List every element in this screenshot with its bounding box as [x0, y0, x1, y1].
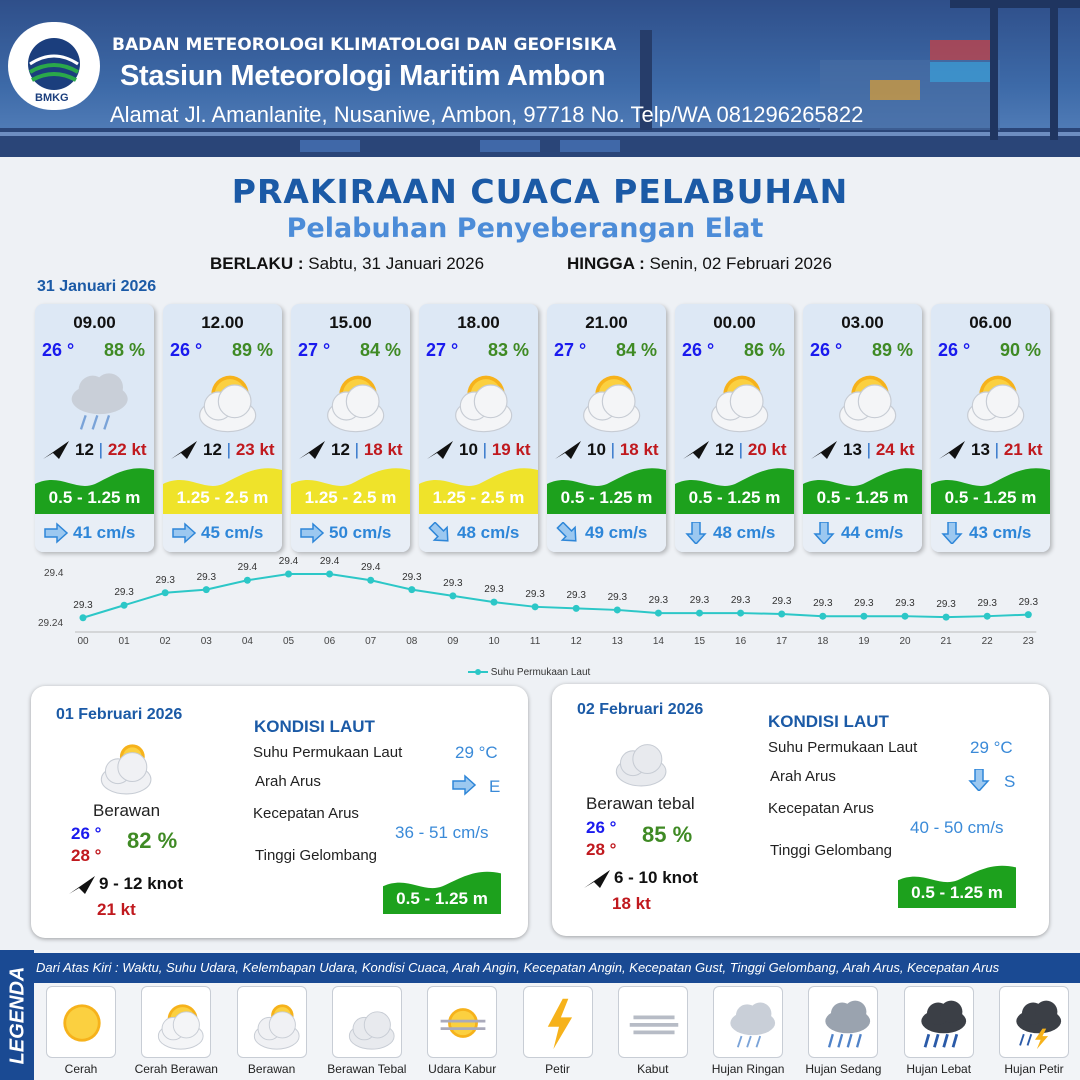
wave-height-label: Tinggi Gelombang: [255, 847, 378, 864]
current-info: [419, 514, 538, 552]
current-direction-icon: [966, 769, 992, 791]
air-temperature: 26 °: [42, 340, 75, 360]
humidity: 89 %: [231, 340, 273, 360]
condition-text: Berawan: [93, 801, 161, 820]
data-label: 29.3: [607, 591, 628, 603]
day1-date: 31 Januari 2026: [37, 278, 157, 295]
panel-date: 01 Februari 2026: [56, 706, 183, 723]
current-direction-label: Arah Arus: [770, 768, 836, 785]
wind-speed-range: 6 - 10 knot: [614, 868, 699, 887]
data-label: 29.4: [278, 556, 299, 567]
current-speed: 43 cm/s: [969, 523, 1032, 542]
current-info: [163, 514, 282, 552]
wave-height: 0.5 - 1.25 m: [944, 488, 1037, 507]
partly-cloudy-icon: [188, 364, 258, 434]
data-label: 29.3: [196, 571, 217, 583]
sst-value: 29 °C: [970, 738, 1013, 757]
x-tick-label: 02: [159, 636, 171, 647]
legend-item-label: Kabut: [637, 1062, 669, 1076]
data-label: 29.3: [936, 599, 956, 611]
wind-direction-icon: [67, 874, 97, 896]
data-point: [737, 610, 744, 617]
current-speed: 50 cm/s: [329, 523, 392, 542]
overcast-icon: [606, 726, 668, 788]
partly-cloudy-icon: [700, 364, 770, 434]
humidity: 83 %: [487, 340, 529, 360]
wind-speed: 12: [715, 440, 734, 459]
humidity: 85 %: [642, 822, 693, 847]
legend-item-label: Petir: [545, 1062, 570, 1076]
forecast-time: 18.00: [457, 313, 500, 332]
legend-item-label: Hujan Sedang: [805, 1062, 882, 1076]
y-tick-label: 29.4: [44, 568, 64, 579]
humidity: 84 %: [359, 340, 401, 360]
x-tick-label: 05: [282, 636, 295, 647]
forecast-card: [35, 304, 154, 552]
forecast-time: 00.00: [713, 313, 756, 332]
day-panel-2: [552, 684, 1049, 936]
current-info: [803, 514, 922, 552]
data-label: 29.3: [155, 574, 175, 586]
current-speed-range: 36 - 51 cm/s: [395, 823, 489, 842]
data-point: [614, 606, 621, 613]
day-panel-1: [31, 686, 528, 938]
valid-to-value: Senin, 02 Februari 2026: [649, 254, 832, 273]
legend-side-label: LEGENDA: [0, 950, 34, 1080]
forecast-time: 21.00: [585, 313, 628, 332]
valid-from-label: BERLAKU :: [210, 254, 304, 273]
wave-height: 0.5 - 1.25 m: [688, 488, 781, 507]
wind-speed: 13: [843, 440, 862, 459]
current-speed: 48 cm/s: [457, 523, 520, 542]
wind-speed: 12: [203, 440, 222, 459]
data-label: 29.3: [771, 596, 792, 607]
wind-info: 12 | 23 kt: [169, 438, 279, 462]
temp-min: 26 °: [71, 824, 102, 843]
sea-condition-heading: KONDISI LAUT: [254, 717, 375, 736]
x-tick-label: 08: [406, 636, 418, 647]
current-speed: 45 cm/s: [201, 523, 264, 542]
current-speed: 49 cm/s: [585, 523, 648, 542]
x-tick-label: 01: [118, 636, 130, 647]
humidity: 88 %: [103, 340, 145, 360]
sst-value: 29 °C: [455, 743, 498, 762]
current-info: [675, 514, 794, 552]
wave-height: 1.25 - 2.5 m: [432, 488, 525, 507]
data-label: 29.3: [977, 598, 997, 610]
wind-info: 10 | 19 kt: [425, 438, 535, 462]
air-temperature: 26 °: [170, 340, 203, 360]
current-direction: S: [1004, 772, 1016, 791]
data-label: 29.3: [525, 588, 545, 600]
data-label: 29.3: [484, 584, 504, 596]
data-point: [491, 599, 498, 606]
wind-direction-icon: [809, 439, 839, 461]
wind-speed-range: 9 - 12 knot: [99, 874, 184, 893]
partly-cloudy-icon: [149, 995, 205, 1051]
wind-info: 12 | 20 kt: [681, 438, 791, 462]
current-direction-icon: [683, 522, 709, 544]
gust-speed: 22 kt: [107, 440, 147, 459]
x-tick-label: 23: [1022, 636, 1034, 647]
current-direction-icon: [451, 774, 477, 796]
forecast-card: [675, 304, 794, 552]
forecast-card: [931, 304, 1050, 552]
valid-from-value: Sabtu, 31 Januari 2026: [308, 254, 485, 273]
data-label: 29.4: [237, 562, 258, 574]
forecast-card: [419, 304, 538, 552]
gust-speed: 20 kt: [747, 440, 787, 459]
sea-condition-heading: KONDISI LAUT: [768, 712, 889, 731]
current-direction-label: Arah Arus: [255, 773, 321, 790]
agency-name: BADAN METEOROLOGI KLIMATOLOGI DAN GEOFISIKA: [112, 35, 617, 55]
wind-info: 12 | 18 kt: [297, 438, 407, 462]
data-point: [449, 592, 456, 599]
temp-max: 28 °: [71, 846, 102, 865]
x-tick-label: 00: [77, 636, 89, 647]
data-label: 29.3: [114, 587, 134, 599]
data-label: 29.3: [73, 599, 93, 611]
condition-text: Berawan tebal: [586, 794, 695, 813]
bmkg-logo: BMKG: [8, 22, 100, 110]
page-title: PRAKIRAAN CUACA PELABUHAN: [231, 172, 849, 211]
x-tick-label: 15: [693, 636, 706, 647]
data-label: 29.3: [730, 595, 751, 607]
overcast-icon: [340, 995, 396, 1051]
temp-max: 28 °: [586, 840, 617, 859]
x-tick-label: 18: [817, 636, 829, 647]
current-speed-range: 40 - 50 cm/s: [910, 818, 1004, 837]
forecast-card: [163, 304, 282, 552]
wind-direction-icon: [41, 439, 71, 461]
light-rain-icon: [60, 364, 130, 434]
wave-height: 0.5 - 1.25 m: [396, 889, 488, 908]
wind-direction-icon: [582, 868, 612, 890]
current-direction-icon: [43, 522, 69, 544]
x-tick-label: 11: [529, 636, 541, 647]
data-point: [943, 614, 950, 621]
humidity: 86 %: [743, 340, 785, 360]
humidity: 82 %: [127, 828, 178, 853]
wave-height-label: Tinggi Gelombang: [770, 842, 893, 859]
data-point: [203, 586, 210, 593]
data-point: [121, 602, 128, 609]
current-direction-icon: [299, 522, 325, 544]
current-direction-icon: [555, 522, 581, 544]
sst-label: Suhu Permukaan Laut: [768, 739, 918, 756]
forecast-time: 12.00: [201, 313, 244, 332]
current-speed-label: Kecepatan Arus: [253, 805, 359, 822]
data-point: [285, 571, 292, 578]
legend-item-label: Hujan Lebat: [906, 1062, 972, 1076]
current-direction-icon: [811, 522, 837, 544]
data-point: [902, 613, 909, 620]
humidity: 89 %: [871, 340, 913, 360]
x-tick-label: 09: [447, 636, 459, 647]
data-point: [819, 613, 826, 620]
current-direction-icon: [427, 522, 453, 544]
legend-item-label: Cerah Berawan: [134, 1062, 218, 1076]
gust-speed: 18 kt: [619, 440, 659, 459]
station-name: Stasiun Meteorologi Maritim Ambon: [120, 60, 606, 92]
x-tick-label: 13: [611, 636, 623, 647]
chart-legend-label: Suhu Permukaan Laut: [490, 667, 591, 678]
gust-speed: 19 kt: [491, 440, 531, 459]
legend-item-label: Berawan: [247, 1062, 296, 1076]
legend-item-label: Cerah: [64, 1062, 98, 1076]
air-temperature: 27 °: [554, 340, 587, 360]
x-tick-label: 06: [324, 636, 336, 647]
temp-min: 26 °: [586, 818, 617, 837]
data-label: 29.3: [895, 598, 915, 610]
x-tick-label: 20: [899, 636, 911, 647]
current-direction-icon: [171, 522, 197, 544]
wind-direction-icon: [297, 439, 327, 461]
humidity: 84 %: [615, 340, 657, 360]
air-temperature: 26 °: [938, 340, 971, 360]
gust-speed: 18 kt: [363, 440, 403, 459]
y-tick-label: 29.24: [38, 618, 64, 629]
heavy-rain-icon: [912, 995, 968, 1051]
partly-cloudy-icon: [316, 364, 386, 434]
current-speed: 44 cm/s: [841, 523, 904, 542]
data-point: [778, 611, 785, 618]
light-rain-icon: [721, 995, 777, 1051]
current-speed-label: Kecepatan Arus: [768, 800, 874, 817]
data-label: 29.3: [1018, 596, 1039, 608]
data-point: [984, 613, 991, 620]
data-label: 29.4: [360, 562, 381, 574]
data-point: [1025, 611, 1032, 618]
data-point: [655, 610, 662, 617]
cloudy-icon: [245, 995, 301, 1051]
current-direction-icon: [939, 522, 965, 544]
partly-cloudy-icon: [956, 364, 1026, 434]
legend-section: [0, 950, 1080, 1080]
x-tick-label: 17: [776, 636, 788, 647]
x-tick-label: 04: [241, 636, 253, 647]
data-point: [408, 586, 415, 593]
fog-icon: [626, 995, 682, 1051]
legend-item-label: Berawan Tebal: [327, 1062, 407, 1076]
data-label: 29.3: [566, 590, 586, 602]
data-label: 29.3: [854, 598, 874, 610]
data-label: 29.3: [443, 577, 463, 589]
gust-speed: 21 kt: [97, 900, 136, 919]
panel-date: 02 Februari 2026: [577, 701, 704, 718]
data-point: [367, 577, 374, 584]
current-info: [547, 514, 666, 552]
current-direction: E: [489, 777, 501, 796]
x-tick-label: 21: [940, 636, 952, 647]
data-point: [244, 577, 251, 584]
wind-speed: 12: [75, 440, 94, 459]
x-tick-label: 16: [735, 636, 747, 647]
air-temperature: 27 °: [298, 340, 331, 360]
data-label: 29.3: [813, 598, 833, 610]
station-address: Alamat Jl. Amanlanite, Nusaniwe, Ambon, 97718 No. Telp/WA 081296265822: [110, 102, 864, 127]
valid-to-label: HINGGA :: [567, 254, 645, 273]
current-info: [291, 514, 410, 552]
partly-cloudy-icon: [572, 364, 642, 434]
legend-item-label: Hujan Petir: [1004, 1062, 1064, 1076]
gust-speed: 24 kt: [875, 440, 915, 459]
x-tick-label: 14: [652, 636, 664, 647]
x-tick-label: 10: [488, 636, 500, 647]
forecast-card: [291, 304, 410, 552]
data-point: [573, 605, 580, 612]
forecast-card: [803, 304, 922, 552]
wind-speed: 12: [331, 440, 350, 459]
wave-height: 0.5 - 1.25 m: [560, 488, 653, 507]
lightning-icon: [531, 995, 587, 1051]
current-info: [931, 514, 1050, 552]
data-point: [860, 613, 867, 620]
haze-icon: [435, 995, 491, 1051]
air-temperature: 27 °: [426, 340, 459, 360]
legend-item-label: Udara Kabur: [428, 1062, 497, 1076]
moderate-rain-icon: [816, 995, 872, 1051]
sunny-icon: [54, 995, 110, 1051]
air-temperature: 26 °: [810, 340, 843, 360]
valid-to: [567, 254, 832, 274]
valid-from: [210, 254, 484, 274]
data-label: 29.4: [319, 556, 340, 567]
wind-speed: 10: [587, 440, 606, 459]
data-label: 29.3: [689, 595, 710, 607]
wind-direction-icon: [681, 439, 711, 461]
header-banner: [0, 0, 1080, 157]
wind-speed: 10: [459, 440, 478, 459]
data-point: [532, 603, 539, 610]
air-temperature: 26 °: [682, 340, 715, 360]
wind-speed: 13: [971, 440, 990, 459]
forecast-card: [547, 304, 666, 552]
cloudy-icon: [91, 734, 153, 796]
x-tick-label: 12: [570, 636, 582, 647]
wave-height: 1.25 - 2.5 m: [176, 488, 269, 507]
data-label: 29.3: [648, 595, 669, 607]
sst-line-plot: [30, 560, 1050, 670]
wind-info: 12 | 22 kt: [41, 438, 151, 462]
forecast-time: 15.00: [329, 313, 372, 332]
gust-speed: 23 kt: [235, 440, 275, 459]
wind-direction-icon: [169, 439, 199, 461]
thunderstorm-icon: [1007, 995, 1063, 1051]
x-tick-label: 19: [858, 636, 870, 647]
wind-direction-icon: [937, 439, 967, 461]
forecast-time: 03.00: [841, 313, 884, 332]
legend-description: Dari Atas Kiri : Waktu, Suhu Udara, Kelembapan Udara, Kondisi Cuaca, Arah Angin, Kecepatan Angin, Kecepatan Gust, Tinggi Gelombang, Arah Arus, Kecepatan Arus: [34, 953, 1080, 983]
chart-legend: [468, 667, 590, 678]
legend-item-label: Hujan Ringan: [711, 1062, 785, 1076]
current-info: [35, 514, 154, 552]
data-point: [326, 571, 333, 578]
x-tick-label: 22: [981, 636, 993, 647]
wind-direction-icon: [553, 439, 583, 461]
wind-info: 10 | 18 kt: [553, 438, 663, 462]
wave-height: 0.5 - 1.25 m: [816, 488, 909, 507]
wave-height: 0.5 - 1.25 m: [911, 883, 1003, 902]
x-tick-label: 07: [365, 636, 377, 647]
wind-direction-icon: [425, 439, 455, 461]
wind-info: 13 | 24 kt: [809, 438, 919, 462]
data-point: [696, 610, 703, 617]
data-point: [162, 589, 169, 596]
humidity: 90 %: [999, 340, 1041, 360]
series-line: [83, 571, 1028, 618]
data-label: 29.3: [402, 571, 422, 583]
wave-height: 0.5 - 1.25 m: [48, 488, 141, 507]
gust-speed: 21 kt: [1003, 440, 1043, 459]
wave-height: 1.25 - 2.5 m: [304, 488, 397, 507]
partly-cloudy-icon: [444, 364, 514, 434]
current-speed: 41 cm/s: [73, 523, 136, 542]
forecast-time: 06.00: [969, 313, 1012, 332]
partly-cloudy-icon: [828, 364, 898, 434]
page-subtitle: Pelabuhan Penyeberangan Elat: [286, 213, 764, 244]
data-point: [80, 614, 87, 621]
x-tick-label: 03: [200, 636, 212, 647]
sst-label: Suhu Permukaan Laut: [253, 744, 403, 761]
wind-info: 13 | 21 kt: [937, 438, 1047, 462]
sst-chart: [30, 556, 1050, 684]
current-speed: 48 cm/s: [713, 523, 776, 542]
gust-speed: 18 kt: [612, 894, 651, 913]
forecast-time: 09.00: [73, 313, 116, 332]
